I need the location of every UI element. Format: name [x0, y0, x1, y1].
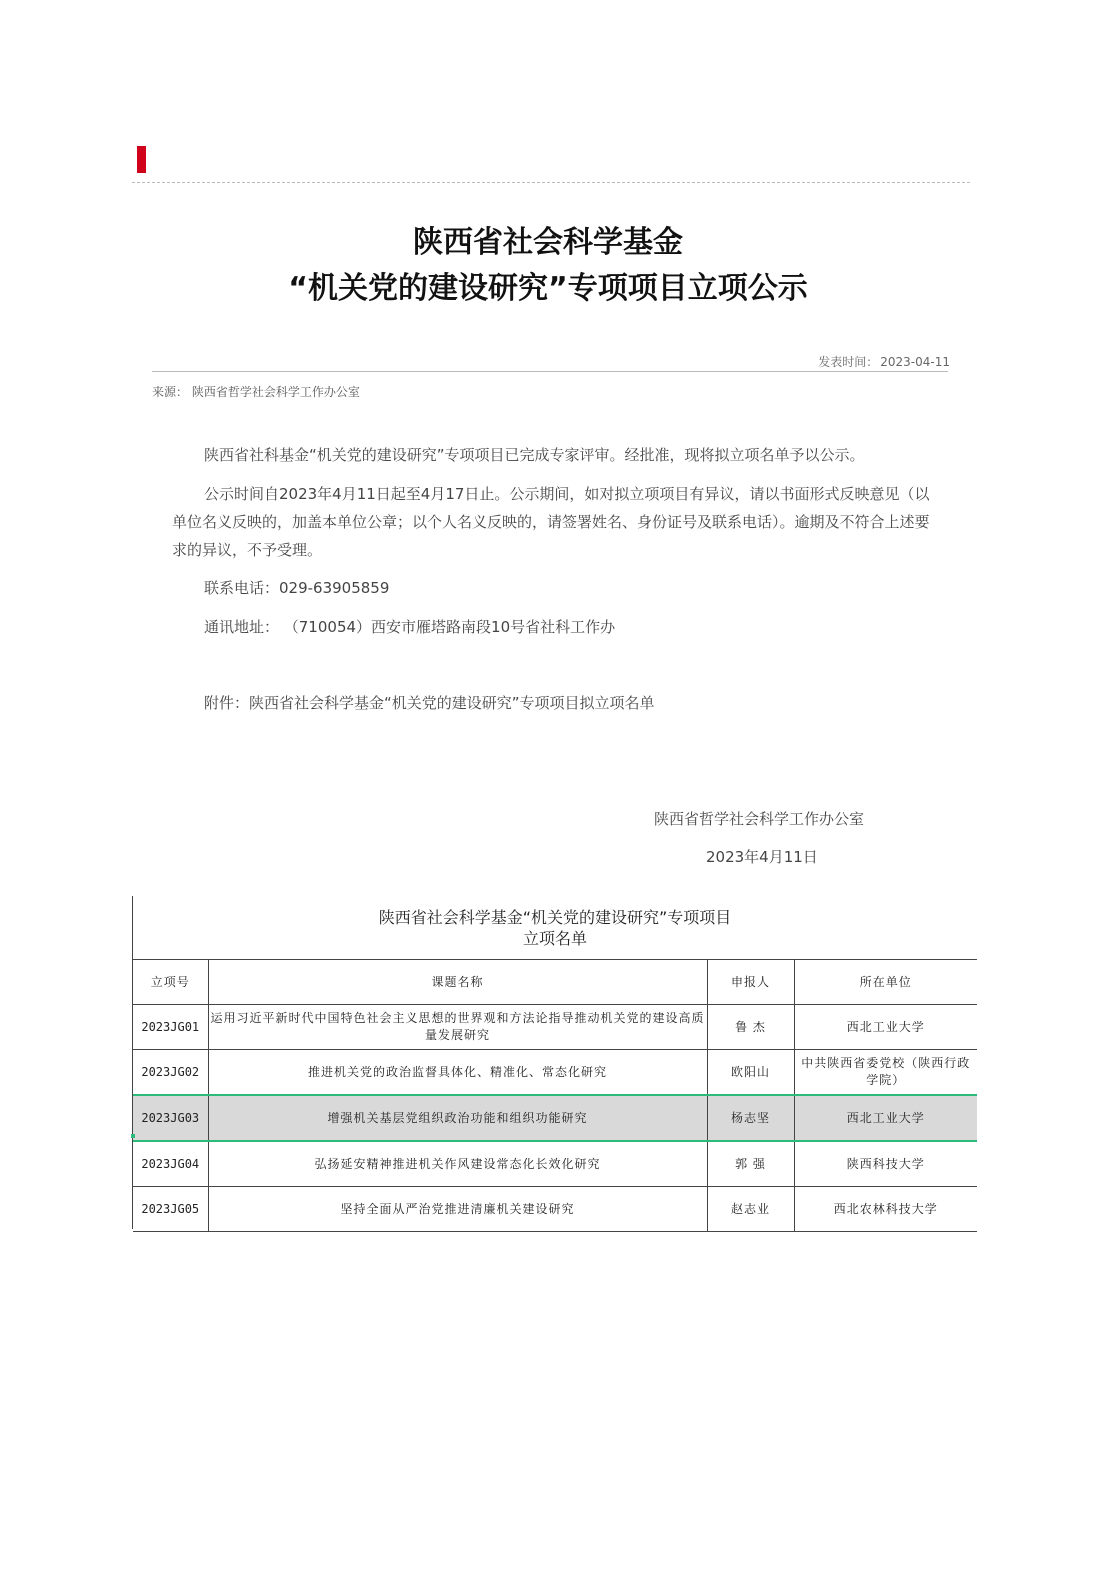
table-row[interactable]: [133, 1187, 977, 1232]
cell-id: 2023JG03: [133, 1095, 208, 1141]
table-row[interactable]: [133, 1141, 977, 1187]
cell-topic: 推进机关党的政治监督具体化、精准化、常态化研究: [208, 1050, 707, 1096]
selection-handle[interactable]: [131, 1134, 135, 1138]
publish-time: [818, 353, 950, 370]
cell-unit: 中共陕西省委党校（陕西行政学院）: [794, 1050, 977, 1096]
publish-time-label: 发表时间：: [818, 355, 879, 369]
cell-unit: 西北农林科技大学: [794, 1187, 977, 1232]
cell-unit: 西北工业大学: [794, 1095, 977, 1141]
source-line: 来源： 陕西省哲学社会科学工作办公室: [152, 385, 360, 399]
table-title: [133, 896, 977, 960]
cell-topic: 增强机关基层党组织政治功能和组织功能研究: [208, 1095, 707, 1141]
project-list-table: [132, 896, 977, 1229]
header-applicant: 申报人: [707, 960, 794, 1005]
cell-id: 2023JG04: [133, 1141, 208, 1187]
contact-phone: 联系电话：029-63905859: [204, 579, 390, 597]
contact-address: 通讯地址： （710054）西安市雁塔路南段10号省社科工作办: [204, 618, 616, 636]
cell-id: 2023JG01: [133, 1005, 208, 1050]
cell-applicant: 赵志业: [707, 1187, 794, 1232]
cell-unit: 陕西科技大学: [794, 1141, 977, 1187]
cell-topic: 弘扬延安精神推进机关作风建设常态化长效化研究: [208, 1141, 707, 1187]
signature-date: 2023年4月11日: [706, 848, 818, 866]
cell-topic: 坚持全面从严治党推进清廉机关建设研究: [208, 1187, 707, 1232]
dashed-divider: [132, 182, 970, 183]
paragraph-intro: 陕西省社科基金“机关党的建设研究”专项项目已完成专家评审。经批准，现将拟立项名单予以公示。: [204, 446, 865, 464]
cell-applicant: 郭 强: [707, 1141, 794, 1187]
cell-topic: 运用习近平新时代中国特色社会主义思想的世界观和方法论指导推动机关党的建设高质量发展研究: [208, 1005, 707, 1050]
table-row[interactable]: [133, 1005, 977, 1050]
table-row[interactable]: [133, 1050, 977, 1096]
paragraph-period: 公示时间自2023年4月11日起至4月17日止。公示期间，如对拟立项项目有异议，请以书面形式反映意见（以单位名义反映的，加盖本单位公章；以个人名义反映的，请签署姓名、身份证号及联系电话）。逾期及不符合上述要求的异议，不予受理。: [172, 485, 930, 559]
table-header-row: [133, 960, 977, 1005]
page-title-line1: 陕西省社会科学基金: [413, 225, 683, 260]
header-topic: 课题名称: [208, 960, 707, 1005]
table-row-selected[interactable]: [133, 1095, 977, 1141]
cell-applicant: 欧阳山: [707, 1050, 794, 1096]
cell-id: 2023JG05: [133, 1187, 208, 1232]
signature-org: 陕西省哲学社会科学工作办公室: [654, 810, 865, 828]
cell-id: 2023JG02: [133, 1050, 208, 1096]
cell-applicant: 鲁 杰: [707, 1005, 794, 1050]
meta-divider: [152, 371, 948, 372]
red-accent-bar: [137, 146, 146, 173]
publish-time-value: 2023-04-11: [880, 355, 950, 369]
header-unit: 所在单位: [794, 960, 977, 1005]
page-title-line2: “机关党的建设研究”专项项目立项公示: [288, 271, 808, 306]
attachment-line: 附件：陕西省社会科学基金“机关党的建设研究”专项项目拟立项名单: [204, 694, 655, 712]
table-title-line2: 立项名单: [522, 929, 587, 948]
header-id: 立项号: [133, 960, 208, 1005]
cell-applicant: 杨志坚: [707, 1095, 794, 1141]
cell-unit: 西北工业大学: [794, 1005, 977, 1050]
table-title-line1: 陕西省社会科学基金“机关党的建设研究”专项项目: [378, 908, 732, 927]
